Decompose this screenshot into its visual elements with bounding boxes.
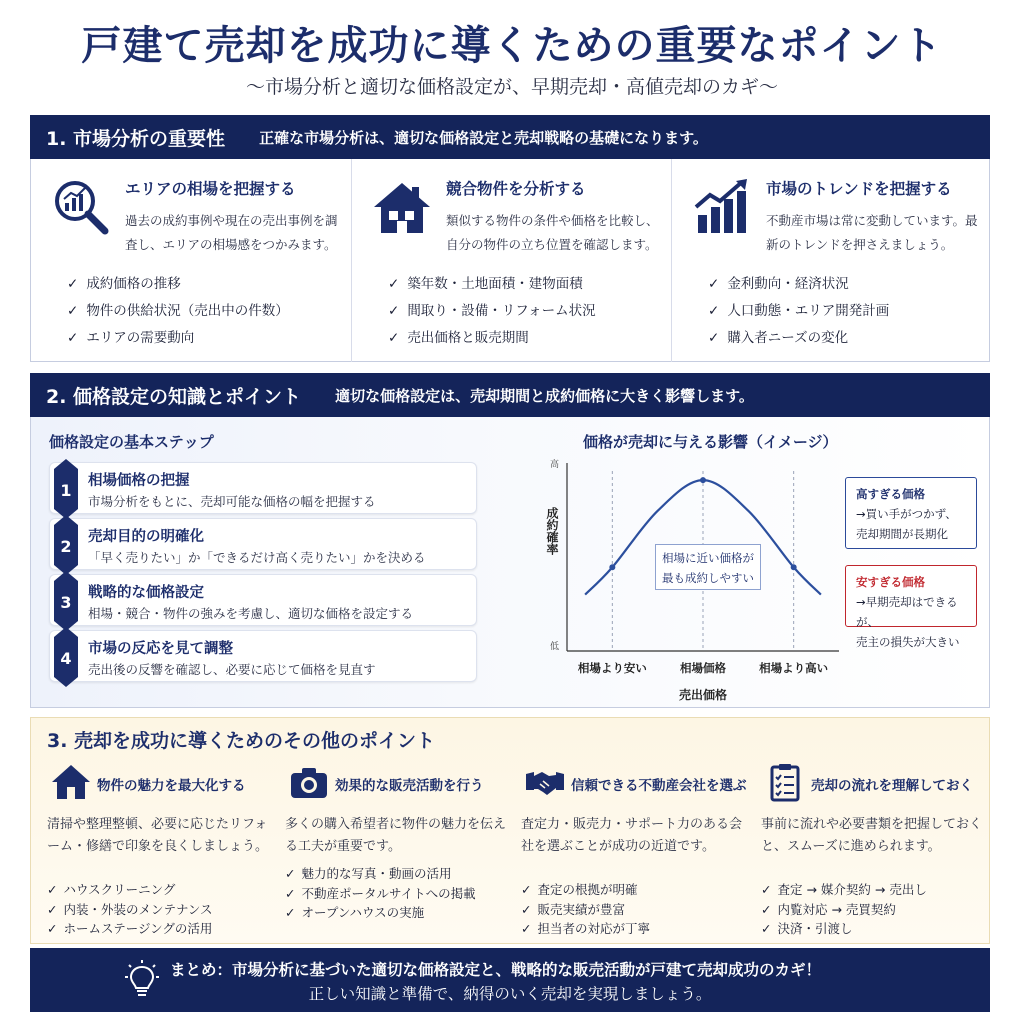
data-point: [609, 564, 615, 570]
step-card: [49, 518, 477, 570]
callout-low-price: [845, 565, 977, 649]
x-tick-label: 相場価格: [680, 661, 726, 675]
y-tick-label: 高: [549, 460, 559, 470]
list-item: ✓ オープンハウスの実施: [285, 903, 476, 923]
column-checklist: [67, 271, 289, 352]
steps-title: 価格設定の基本ステップ: [49, 433, 214, 451]
section1-body: [30, 159, 990, 362]
home-icon: [51, 762, 91, 802]
data-point: [700, 477, 706, 483]
callout-title: 高すぎる価格: [856, 487, 925, 501]
column-title: エリアの相場を把握する: [125, 180, 296, 198]
y-axis-label: 成約確率: [545, 507, 559, 555]
tip-card-marketing: [285, 760, 517, 940]
step-number: 3: [60, 593, 72, 612]
column-title: 競合物件を分析する: [446, 180, 586, 198]
callout-line: →買い手がつかず、: [856, 507, 957, 521]
step-number: 2: [60, 537, 72, 556]
section3-heading: 3. 売却を成功に導くためのその他のポイント: [47, 730, 436, 752]
summary-banner: [30, 948, 990, 1012]
step-number-badge: [54, 515, 78, 575]
market-column-area: [31, 159, 351, 362]
step-card: [49, 630, 477, 682]
list-item: ✓ 魅力的な写真・動画の活用: [285, 864, 476, 884]
list-item: ✓ エリアの需要動向: [67, 325, 289, 352]
x-axis-label: 売出価格: [678, 688, 728, 702]
callout-line: 最も成約しやすい: [662, 571, 754, 585]
step-number: 1: [60, 481, 72, 500]
step-title: 戦略的な価格設定: [88, 585, 204, 601]
column-checklist: [708, 271, 889, 352]
trend-chart-icon: [692, 177, 752, 237]
page-title: 戸建て売却を成功に導くための重要なポイント: [81, 23, 943, 69]
x-tick-label: 相場より安い: [577, 661, 647, 675]
callout-high-price: [845, 477, 977, 549]
checklist-icon: [765, 762, 805, 802]
tip-title: 売却の流れを理解しておく: [811, 778, 973, 794]
tip-title: 効果的な販売活動を行う: [335, 778, 484, 794]
market-column-trend: [671, 159, 991, 362]
step-description: 市場分析をもとに、売却可能な価格の幅を把握する: [88, 494, 376, 509]
summary-line-1: まとめ：市場分析に基づいた適切な価格設定と、戦略的な販売活動が戸建て売却成功のカギ！: [170, 961, 822, 979]
step-description: 売出後の反響を確認し、必要に応じて価格を見直す: [88, 662, 376, 677]
callout-line: 相場に近い価格が: [662, 551, 754, 565]
list-item: ✓ 決済・引渡し: [761, 919, 927, 939]
data-point: [791, 564, 797, 570]
step-number-badge: [54, 571, 78, 631]
list-item: ✓ 内装・外装のメンテナンス: [47, 900, 213, 920]
callout-line: 売却期間が長期化: [856, 527, 948, 541]
list-item: ✓ 査定の根拠が明確: [521, 880, 650, 900]
list-item: ✓ 金利動向・経済状況: [708, 271, 889, 298]
section2-heading: 2. 価格設定の知識とポイント: [46, 385, 302, 408]
step-title: 売却目的の明確化: [88, 529, 204, 545]
list-item: ✓ 購入者ニーズの変化: [708, 325, 889, 352]
section1-header: [30, 115, 990, 159]
x-tick-label: 相場より高い: [759, 661, 829, 675]
magnifier-chart-icon: [51, 177, 111, 237]
market-column-competition: [351, 159, 671, 362]
column-description: 不動産市場は常に変動しています。最新のトレンドを押さえましょう。: [766, 213, 978, 252]
tip-checklist: [285, 864, 476, 923]
column-checklist: [388, 271, 596, 352]
tip-card-appeal: [47, 760, 279, 940]
section1-description: 正確な市場分析は、適切な価格設定と売却戦略の基礎になります。: [259, 128, 708, 147]
tip-description: 査定力・販売力・サポート力のある会社を選ぶことが成功の近道です。: [521, 817, 743, 854]
tip-card-agent: [521, 760, 753, 940]
list-item: ✓ 不動産ポータルサイトへの掲載: [285, 884, 476, 904]
house-icon: [372, 177, 432, 237]
step-description: 「早く売りたい」か「できるだけ高く売りたい」かを決める: [88, 550, 426, 565]
list-item: ✓ 築年数・土地面積・建物面積: [388, 271, 596, 298]
section3-body: [30, 717, 990, 944]
list-item: ✓ ハウスクリーニング: [47, 880, 213, 900]
tip-description: 清掃や整理整頓、必要に応じたリフォーム・修繕で印象を良くしましょう。: [47, 817, 269, 854]
list-item: ✓ 内覧対応 → 売買契約: [761, 900, 927, 920]
step-number-badge: [54, 459, 78, 519]
column-description: 類似する物件の条件や価格を比較し、自分の物件の立ち位置を確認します。: [446, 213, 659, 252]
list-item: ✓ 人口動態・エリア開発計画: [708, 298, 889, 325]
tip-description: 事前に流れや必要書類を把握しておくと、スムーズに進められます。: [761, 817, 983, 854]
tip-description: 多くの購入希望者に物件の魅力を伝える工夫が重要です。: [285, 817, 507, 854]
page-subtitle: 〜市場分析と適切な価格設定が、早期売却・高値売却のカギ〜: [245, 76, 778, 98]
list-item: ✓ ホームステージングの活用: [47, 919, 213, 939]
y-tick-label: 低: [549, 642, 559, 652]
handshake-icon: [525, 762, 565, 802]
callout-line: 売主の損失が大きい: [856, 635, 960, 649]
step-card: [49, 574, 477, 626]
callout-line: →早期売却はできるが、: [856, 595, 958, 629]
list-item: ✓ 売出価格と販売期間: [388, 325, 596, 352]
list-item: ✓ 販売実績が豊富: [521, 900, 650, 920]
step-title: 相場価格の把握: [88, 473, 190, 489]
step-card: [49, 462, 477, 514]
summary-line-2: 正しい知識と準備で、納得のいく売却を実現しましょう。: [308, 985, 712, 1003]
list-item: ✓ 担当者の対応が丁寧: [521, 919, 650, 939]
section2-body: [30, 417, 990, 708]
list-item: ✓ 間取り・設備・リフォーム状況: [388, 298, 596, 325]
camera-icon: [289, 762, 329, 802]
tip-checklist: [47, 880, 213, 939]
column-description: 過去の成約事例や現在の売出事例を調査し、エリアの相場感をつかみます。: [125, 213, 338, 252]
callout-market-price: [655, 544, 761, 590]
section2-description: 適切な価格設定は、売却期間と成約価格に大きく影響します。: [335, 386, 754, 405]
tip-title: 物件の魅力を最大化する: [97, 778, 246, 794]
chart-title: 価格が売却に与える影響（イメージ）: [583, 433, 838, 451]
section1-heading: 1. 市場分析の重要性: [46, 127, 226, 150]
step-number-badge: [54, 627, 78, 687]
section2-header: [30, 373, 990, 417]
list-item: ✓ 成約価格の推移: [67, 271, 289, 298]
tip-checklist: [521, 880, 650, 939]
column-title: 市場のトレンドを把握する: [766, 180, 952, 198]
list-item: ✓ 物件の供給状況（売出中の件数）: [67, 298, 289, 325]
step-title: 市場の反応を見て調整: [88, 641, 233, 657]
callout-title: 安すぎる価格: [856, 575, 925, 589]
step-description: 相場・競合・物件の強みを考慮し、適切な価格を設定する: [88, 606, 414, 621]
tip-checklist: [761, 880, 927, 939]
tip-card-process: [761, 760, 993, 940]
step-number: 4: [60, 649, 72, 668]
list-item: ✓ 査定 → 媒介契約 → 売出し: [761, 880, 927, 900]
tip-title: 信頼できる不動産会社を選ぶ: [571, 778, 747, 794]
